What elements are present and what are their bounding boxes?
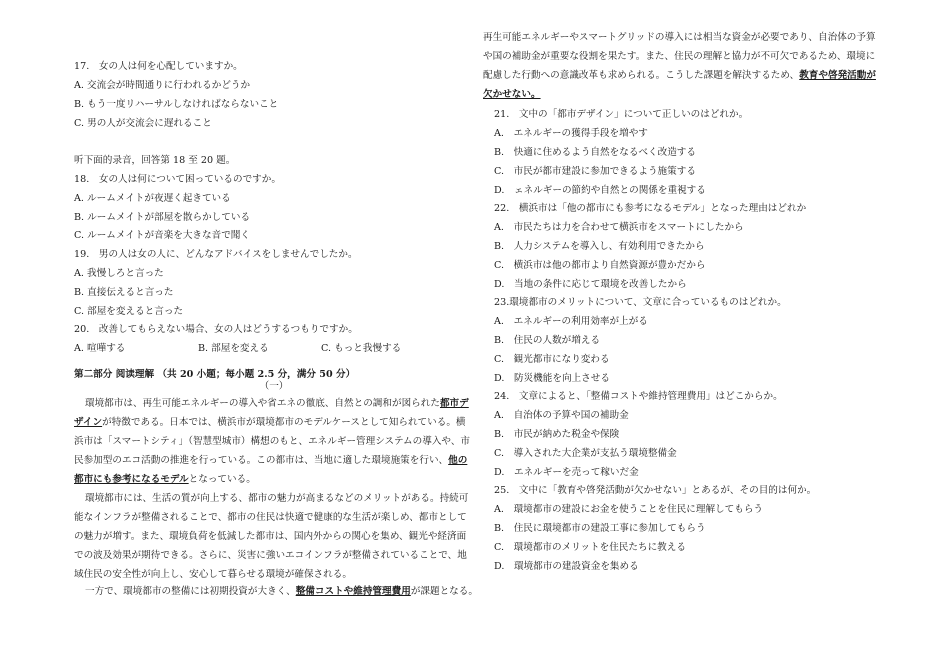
section-title: 第二部分 阅读理解 （共 20 小题；每小题 2.5 分，满分 50 分）	[74, 369, 356, 380]
q22-option-b: B. 人力システムを導入し、有効利用できたから	[494, 241, 705, 252]
q23-option-c: C. 観光都市になり変わる	[494, 354, 610, 365]
q23-question: 23.環境都市のメリットについて、文章に合っているものはどれか。	[494, 297, 787, 308]
q17-question: 17. 女の人は何を心配していますか。	[74, 61, 243, 72]
q19-option-c: C. 部屋を変えると言った	[74, 306, 184, 317]
underlined-term-education: 教育や啓発活動が	[799, 70, 876, 81]
q20-option-b: B. 部屋を変える	[198, 343, 269, 354]
q22-option-c: C. 横浜市は他の都市より自然資源が豊かだから	[494, 260, 706, 271]
passage-p2-line1: 環境都市には、生活の質が向上する、都市の魅力が高まるなどのメリットがある。持続可	[85, 493, 469, 504]
q24-option-b: B. 市民が納めた税金や保険	[494, 429, 620, 440]
q24-option-d: D. エネルギーを売って稼いだ金	[494, 467, 639, 478]
q20-option-a: A. 喧嘩する	[74, 343, 126, 354]
passage-p3-line1: 一方で、環境都市の整備には初期投資が大きく、整備コストや維持管理費用が課題となる。	[85, 586, 478, 597]
q22-option-d: D. 当地の条件に応じて環境を改善したから	[494, 279, 687, 290]
passage-p2-line4: での波及効果が期待できる。さらに、災害に強いエコインフラが整備されていることで、地	[74, 550, 467, 561]
passage-p2-line3: の魅力が増す。また、環境負荷を低減した都市は、国内外からの関心を集め、観光や経済面	[74, 531, 467, 542]
q18-option-c: C. ルームメイトが音楽を大きな音で聞く	[74, 230, 250, 241]
q20-option-c: C. もっと我慢する	[321, 343, 402, 354]
q17-option-a: A. 交流会が時間通りに行われるかどうか	[74, 80, 251, 91]
passage-p3-line4: 配慮した行動への意識改革も求められる。こうした課題を解決するため、教育や啓発活動が	[483, 70, 876, 81]
passage-p3-line5: 欠かせない。	[483, 89, 541, 100]
q19-option-b: B. 直接伝えると言った	[74, 287, 174, 298]
passage-p1-line4: 民参加型のエコ活動の推進を行っている。この都市は、当地に適した環境施策を行い、他の	[74, 455, 468, 466]
q21-option-c: C. 市民が都市建設に参加できるよう施策する	[494, 166, 696, 177]
q21-option-d: D. ェネルギーの節約や自然との関係を重視する	[494, 185, 706, 196]
q17-option-b: B. もう一度リハーサルしなければならないこと	[74, 99, 279, 110]
q18-option-a: A. ルームメイトが夜遅く起きている	[74, 193, 231, 204]
underlined-term-toshi-design: 都市デ	[439, 398, 469, 409]
q23-option-b: B. 住民の人数が増える	[494, 335, 601, 346]
passage-p1-line5: 都市にも参考になるモデルとなっている。	[74, 474, 256, 485]
q22-option-a: A. 市民たちは力を合わせて横浜市をスマートにしたから	[494, 222, 744, 233]
q23-option-a: A. エネルギーの利用効率が上がる	[494, 316, 648, 327]
q25-option-c: C. 環境都市のメリットを住民たちに教える	[494, 542, 686, 553]
q24-question: 24. 文章によると、「整備コストや維持管理費用」はどこからか。	[494, 391, 783, 402]
q21-option-a: A. エネルギーの獲得手段を増やす	[494, 128, 648, 139]
passage-number: （一）	[259, 381, 289, 392]
q22-question: 22. 横浜市は「他の都市にも参考になるモデル」となった理由はどれか	[494, 203, 807, 214]
passage-p1-line3: 浜市は「スマートシティ」（智慧型城市）構想のもと、エネルギー管理システムの導入や、市	[74, 436, 471, 447]
q17-option-c: C. 男の人が交流会に遅れること	[74, 118, 212, 129]
q25-option-b: B. 住民に環境都市の建設工事に参加してもらう	[494, 523, 706, 534]
passage-p3-line2: 再生可能エネルギーやスマートグリッドの導入には相当な資金が必要であり、自治体の予算	[483, 32, 876, 43]
passage-p1-line2: ザインが特徴である。日本では、横浜市が環境都市のモデルケースとして知られている。横	[74, 417, 466, 428]
passage-p2-line5: 域住民の安全性が向上し、安心して暮らせる環境が確保される。	[74, 569, 352, 580]
q24-option-a: A. 自治体の予算や国の補助金	[494, 410, 629, 421]
q20-question: 20. 改善してもらえない場合、女の人はどうするつもりですか。	[74, 324, 358, 335]
q20-options	[74, 343, 474, 355]
q25-option-d: D. 環境都市の建設資金を集める	[494, 561, 639, 572]
q21-option-b: B. 快適に住めるよう自然をなるべく改造する	[494, 147, 696, 158]
q24-option-c: C. 導入された大企業が支払う環境整備金	[494, 448, 677, 459]
q23-option-d: D. 防災機能を向上させる	[494, 373, 610, 384]
passage-p1-line1: 環境都市は、再生可能エネルギーの導入や省エネの徹底、自然との調和が図られた都市デ	[85, 398, 469, 409]
q25-option-a: A. 環境都市の建設にお金を使うことを住民に理解してもらう	[494, 504, 764, 515]
passage-p2-line2: 能なインフラが整備されることで、都市の住民は快適で健康的な生活が楽しめ、都市として	[74, 512, 467, 523]
underlined-term-cost: 整備コストや維持管理費用	[295, 586, 411, 597]
q19-option-a: A. 我慢しろと言った	[74, 268, 164, 279]
q25-question: 25. 文中に「教育や啓発活動が欠かせない」とあるが、その目的は何か。	[494, 485, 817, 496]
passage-p3-line3: や国の補助金が重要な役割を果たす。また、住民の理解と協力が不可欠であるため、環境に	[483, 51, 876, 62]
q18-option-b: B. ルームメイトが部屋を散らかしている	[74, 212, 251, 223]
q21-question: 21. 文中の「都市デザイン」について正しいのはどれか。	[494, 109, 749, 120]
listening-instruction: 听下面的录音，回答第 18 至 20 题。	[74, 155, 236, 166]
q18-question: 18. 女の人は何について困っているのですか。	[74, 174, 281, 185]
q19-question: 19. 男の人は女の人に、どんなアドバイスをしませんでしたか。	[74, 249, 358, 260]
underlined-term-model: 他の	[448, 455, 468, 466]
